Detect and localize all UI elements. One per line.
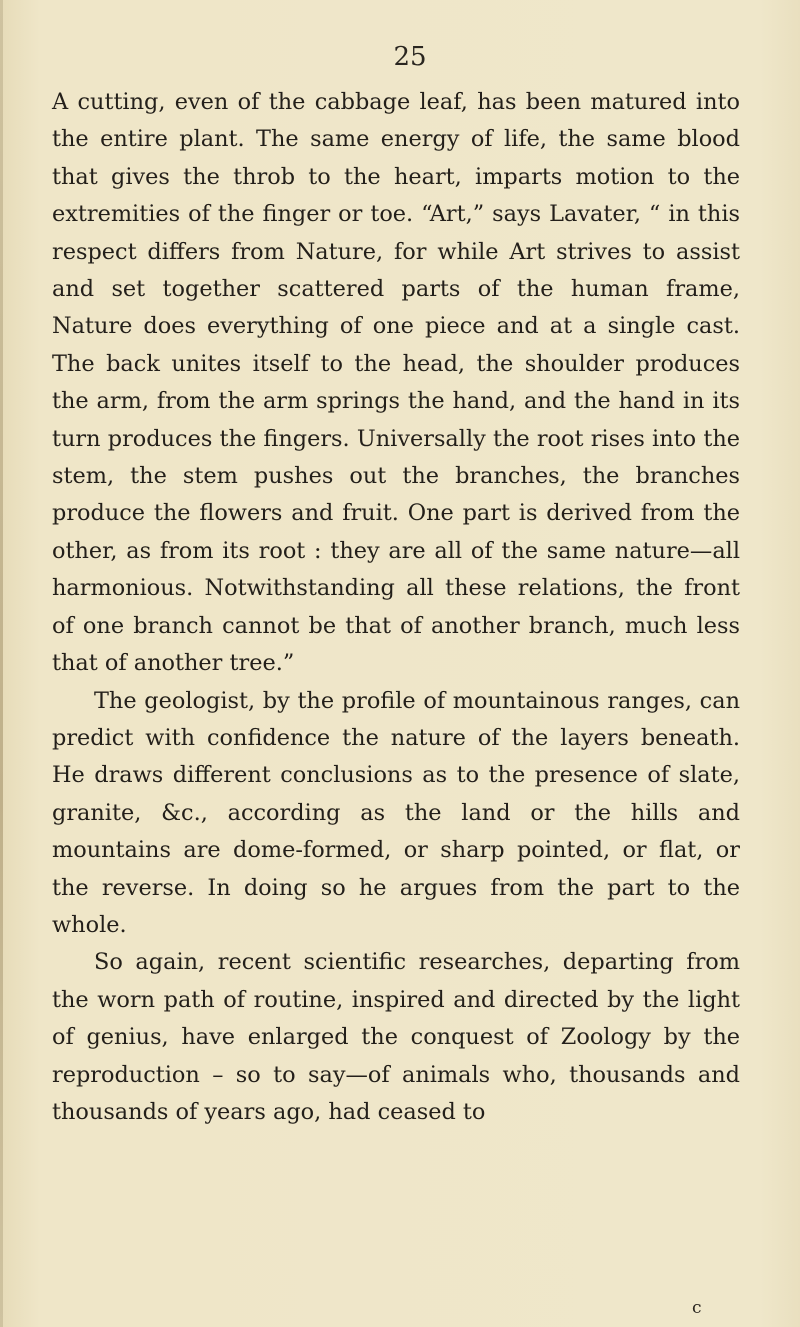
page-gutter-edge bbox=[0, 0, 3, 1327]
body-text bbox=[52, 84, 740, 1131]
page-number: 25 bbox=[393, 42, 427, 72]
paragraph-1: A cutting, even of the cabbage leaf, has been matured into the entire plant. The same energy of life, the same blood that gives the throb to the heart, imparts motion to the extremities of the finger or toe. “Art,” says Lavater, “ in this respect differs from Nature, for while Art strives to assist and set together scattered parts of the human frame, Nature does everything of one piece and at a single cast. The back unites itself to the head, the shoulder produces the arm, from the arm springs the hand, and the hand in its turn produces the fingers. Universally the root rises into the stem, the stem pushes out the branches, the branches produce the flowers and fruit. One part is derived from the other, as from its root : they are all of the same nature—all harmonious. Notwithstanding all these relations, the front of one branch cannot be that of another branch, much less that of another tree.” bbox=[52, 89, 740, 677]
paragraph-3: So again, recent scientific researches, departing from the worn path of routine, inspired and directed by the light of genius, have enlarged the conquest of Zoology by the reproduction – so to say—of animals who, thousands and thousands of years ago, had ceased to bbox=[52, 949, 740, 1125]
signature-mark: c bbox=[692, 1298, 702, 1318]
paragraph-2: The geologist, by the profile of mountainous ranges, can predict with confidence the nature of the layers beneath. He draws different conclusions as to the presence of slate, granite, &c., according as the land or the hills and mountains are dome-formed, or sharp pointed, or flat, or the reverse. In doing so he argues from the part to the whole. bbox=[52, 687, 740, 938]
